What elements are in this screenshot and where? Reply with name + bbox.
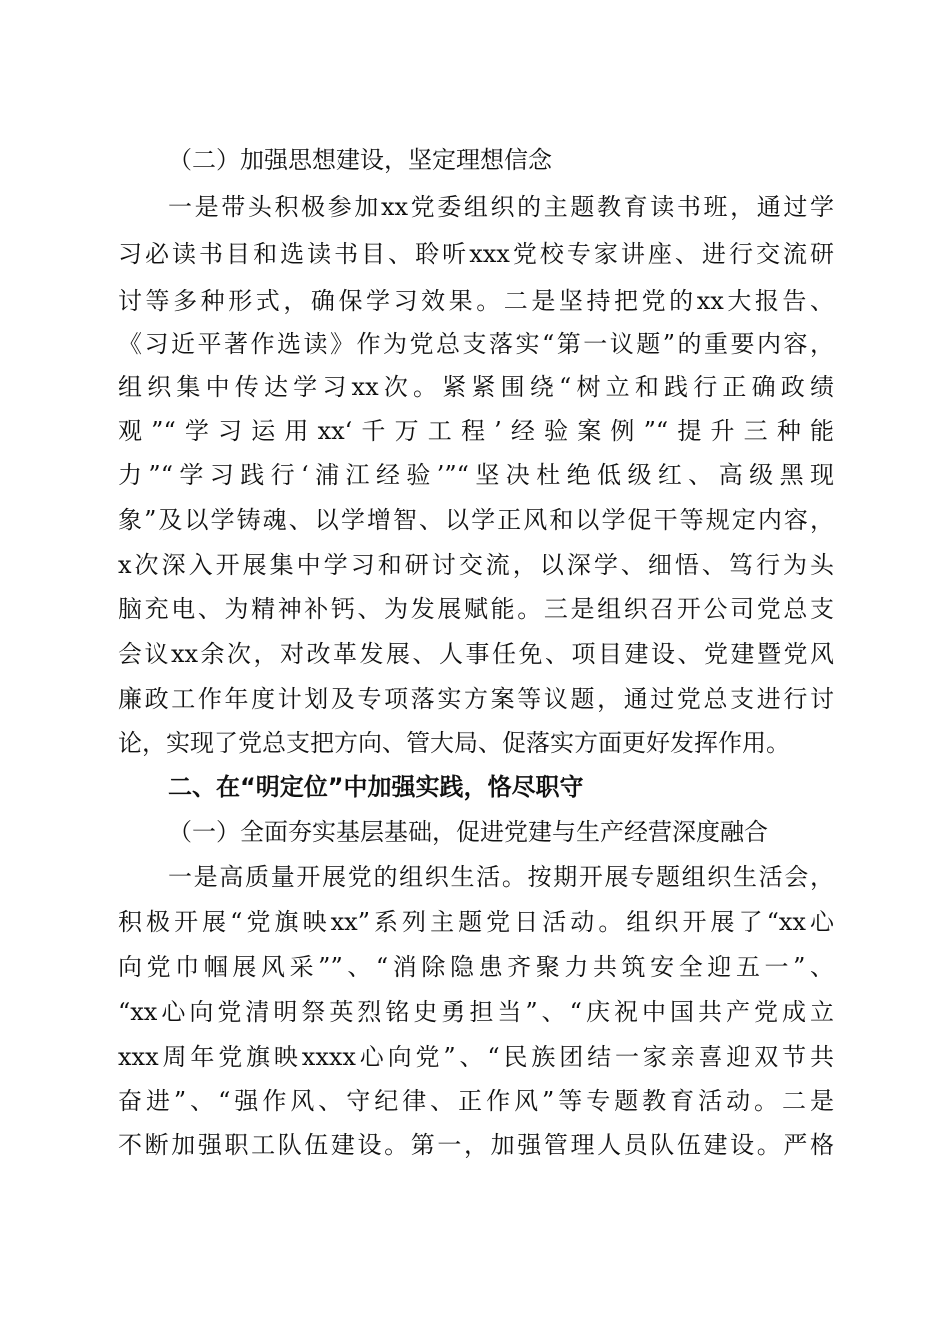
paragraph-line: “xx心向党清明祭英烈铭史勇担当”、“庆祝中国共产党成立 [118, 998, 834, 1026]
paragraph-line: 会议xx余次，对改革发展、人事任免、项目建设、党建暨党风 [118, 640, 834, 668]
paragraph-line: x次深入开展集中学习和研讨交流，以深学、细悟、笃行为头 [118, 551, 834, 579]
paragraph-line: 脑充电、为精神补钙、为发展赋能。三是组织召开公司党总支 [118, 595, 834, 623]
section-subheading: （二）加强思想建设，坚定理想信念 [168, 146, 552, 174]
paragraph-line: 一是带头积极参加xx党委组织的主题教育读书班，通过学 [168, 193, 834, 221]
paragraph-line: 讨等多种形式，确保学习效果。二是坚持把党的xx大报告、 [118, 287, 834, 315]
paragraph-line: 不断加强职工队伍建设。第一，加强管理人员队伍建设。严格 [118, 1131, 834, 1159]
paragraph-line: 积极开展“党旗映xx”系列主题党日活动。组织开展了“xx心 [118, 908, 834, 936]
paragraph-line: 一是高质量开展党的组织生活。按期开展专题组织生活会， [168, 863, 834, 891]
paragraph-line: 论，实现了党总支把方向、管大局、促落实方面更好发挥作用。 [118, 729, 790, 757]
paragraph-line: 力”“学习践行‘浦江经验’”“坚决杜绝低级红、高级黑现 [118, 461, 834, 489]
paragraph-line: 廉政工作年度计划及专项落实方案等议题，通过党总支进行讨 [118, 685, 834, 713]
paragraph-line: 向党巾帼展风采””、“消除隐患齐聚力共筑安全迎五一”、 [118, 953, 834, 981]
paragraph-line: 观”“学习运用xx‘千万工程’经验案例”“提升三种能 [118, 417, 834, 445]
paragraph-line: 象”及以学铸魂、以学增智、以学正风和以学促干等规定内容， [118, 506, 834, 534]
paragraph-line: 《习近平著作选读》作为党总支落实“第一议题”的重要内容， [118, 330, 834, 358]
paragraph-line: 组织集中传达学习xx次。紧紧围绕“树立和践行正确政绩 [118, 373, 834, 401]
section-heading: 二、在“明定位”中加强实践，恪尽职守 [168, 773, 584, 801]
paragraph-line: 奋进”、“强作风、守纪律、正作风”等专题教育活动。二是 [118, 1087, 834, 1115]
paragraph-line: 习必读书目和选读书目、聆听xxx党校专家讲座、进行交流研 [118, 240, 834, 268]
subsection-heading: （一）全面夯实基层基础，促进党建与生产经营深度融合 [168, 818, 768, 846]
paragraph-line: xxx周年党旗映xxxx心向党”、“民族团结一家亲喜迎双节共 [118, 1043, 834, 1071]
